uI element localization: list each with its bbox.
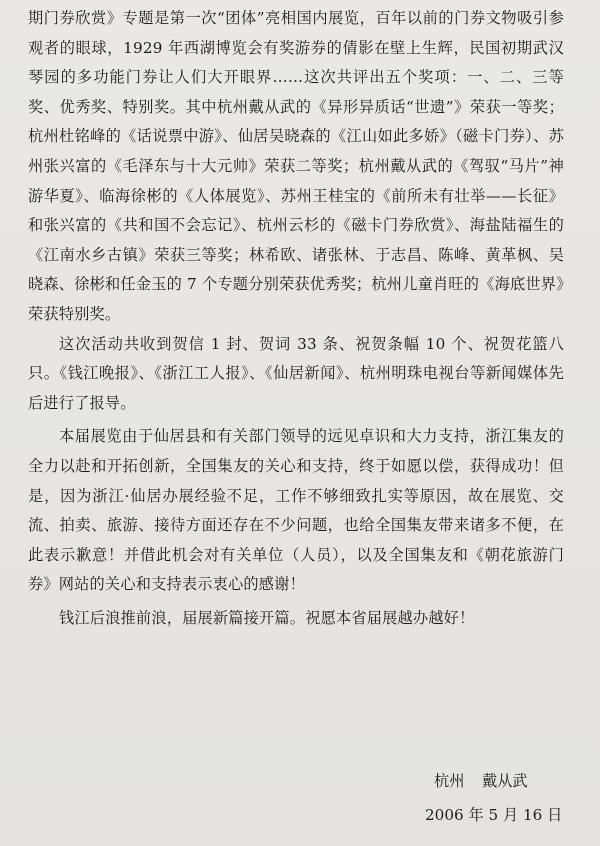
signature-name: 戴从武 [482, 772, 528, 790]
signature-date: 2006 年 5 月 16 日 [425, 806, 563, 824]
paragraph-closing-wish: 钱江后浪推前浪，届展新篇接开篇。祝愿本省届展越办越好！ [59, 608, 475, 627]
paragraph-congratulations: 这次活动共收到贺信 1 封、贺词 33 条、祝贺条幅 10 个、祝贺花篮八只。《钱江晚报》、《浙江工人报》、《仙居新闻》、杭州明珠电视台等新闻媒体先后进行了报导。 [28, 334, 564, 412]
signature-city: 杭州 [434, 772, 465, 790]
paragraph-award-results: 期门券欣赏》专题是第一次“团体”亮相国内展览，百年以前的门券文物吸引参观者的眼球，1929 年西湖博览会有奖游券的倩影在壁上生辉，民国初期武汉琴园的多功能门券让人们大开眼界……这次共评出五个奖项：一、二、三等奖、优秀奖、特别奖。其中杭州戴从武的《异形异质话“世遗”》荣获一等奖；杭州杜铭峰的《话说票中游》、仙居吴晓森的《江山如此多娇》（磁卡门券）、苏州张兴富的《毛泽东与十大元帅》荣获二等奖；杭州戴从武的《驾驭“马片”神游华夏》、临海徐彬的《人体展览》、苏州王桂宝的《前所未有壮举——长征》和张兴富的《共和国不会忘记》、杭州云杉的《磁卡门券欣赏》、海盐陆福生的《江南水乡古镇》荣获三等奖；林希欧、诸张林、于志昌、陈峰、黄革枫、吴晓森、徐彬和任金玉的 7 个专题分别荣获优秀奖；杭州儿童肖旺的《海底世界》荣获特别奖。 [28, 9, 564, 323]
paragraph-acknowledgement: 本届展览由于仙居县和有关部门领导的远见卓识和大力支持，浙江集友的全力以赴和开拓创新，全国集友的关心和支持，终于如愿以偿，获得成功！但是，因为浙江·仙居办展经验不足，工作不够细致扎实等原因，故在展览、交流、拍卖、旅游、接待方面还存在不少问题，也给全国集友带来诸多不便，在此表示歉意！并借此机会对有关单位（人员），以及全国集友和《朝花旅游门券》网站的关心和支持表示衷心的感谢！ [28, 427, 564, 594]
